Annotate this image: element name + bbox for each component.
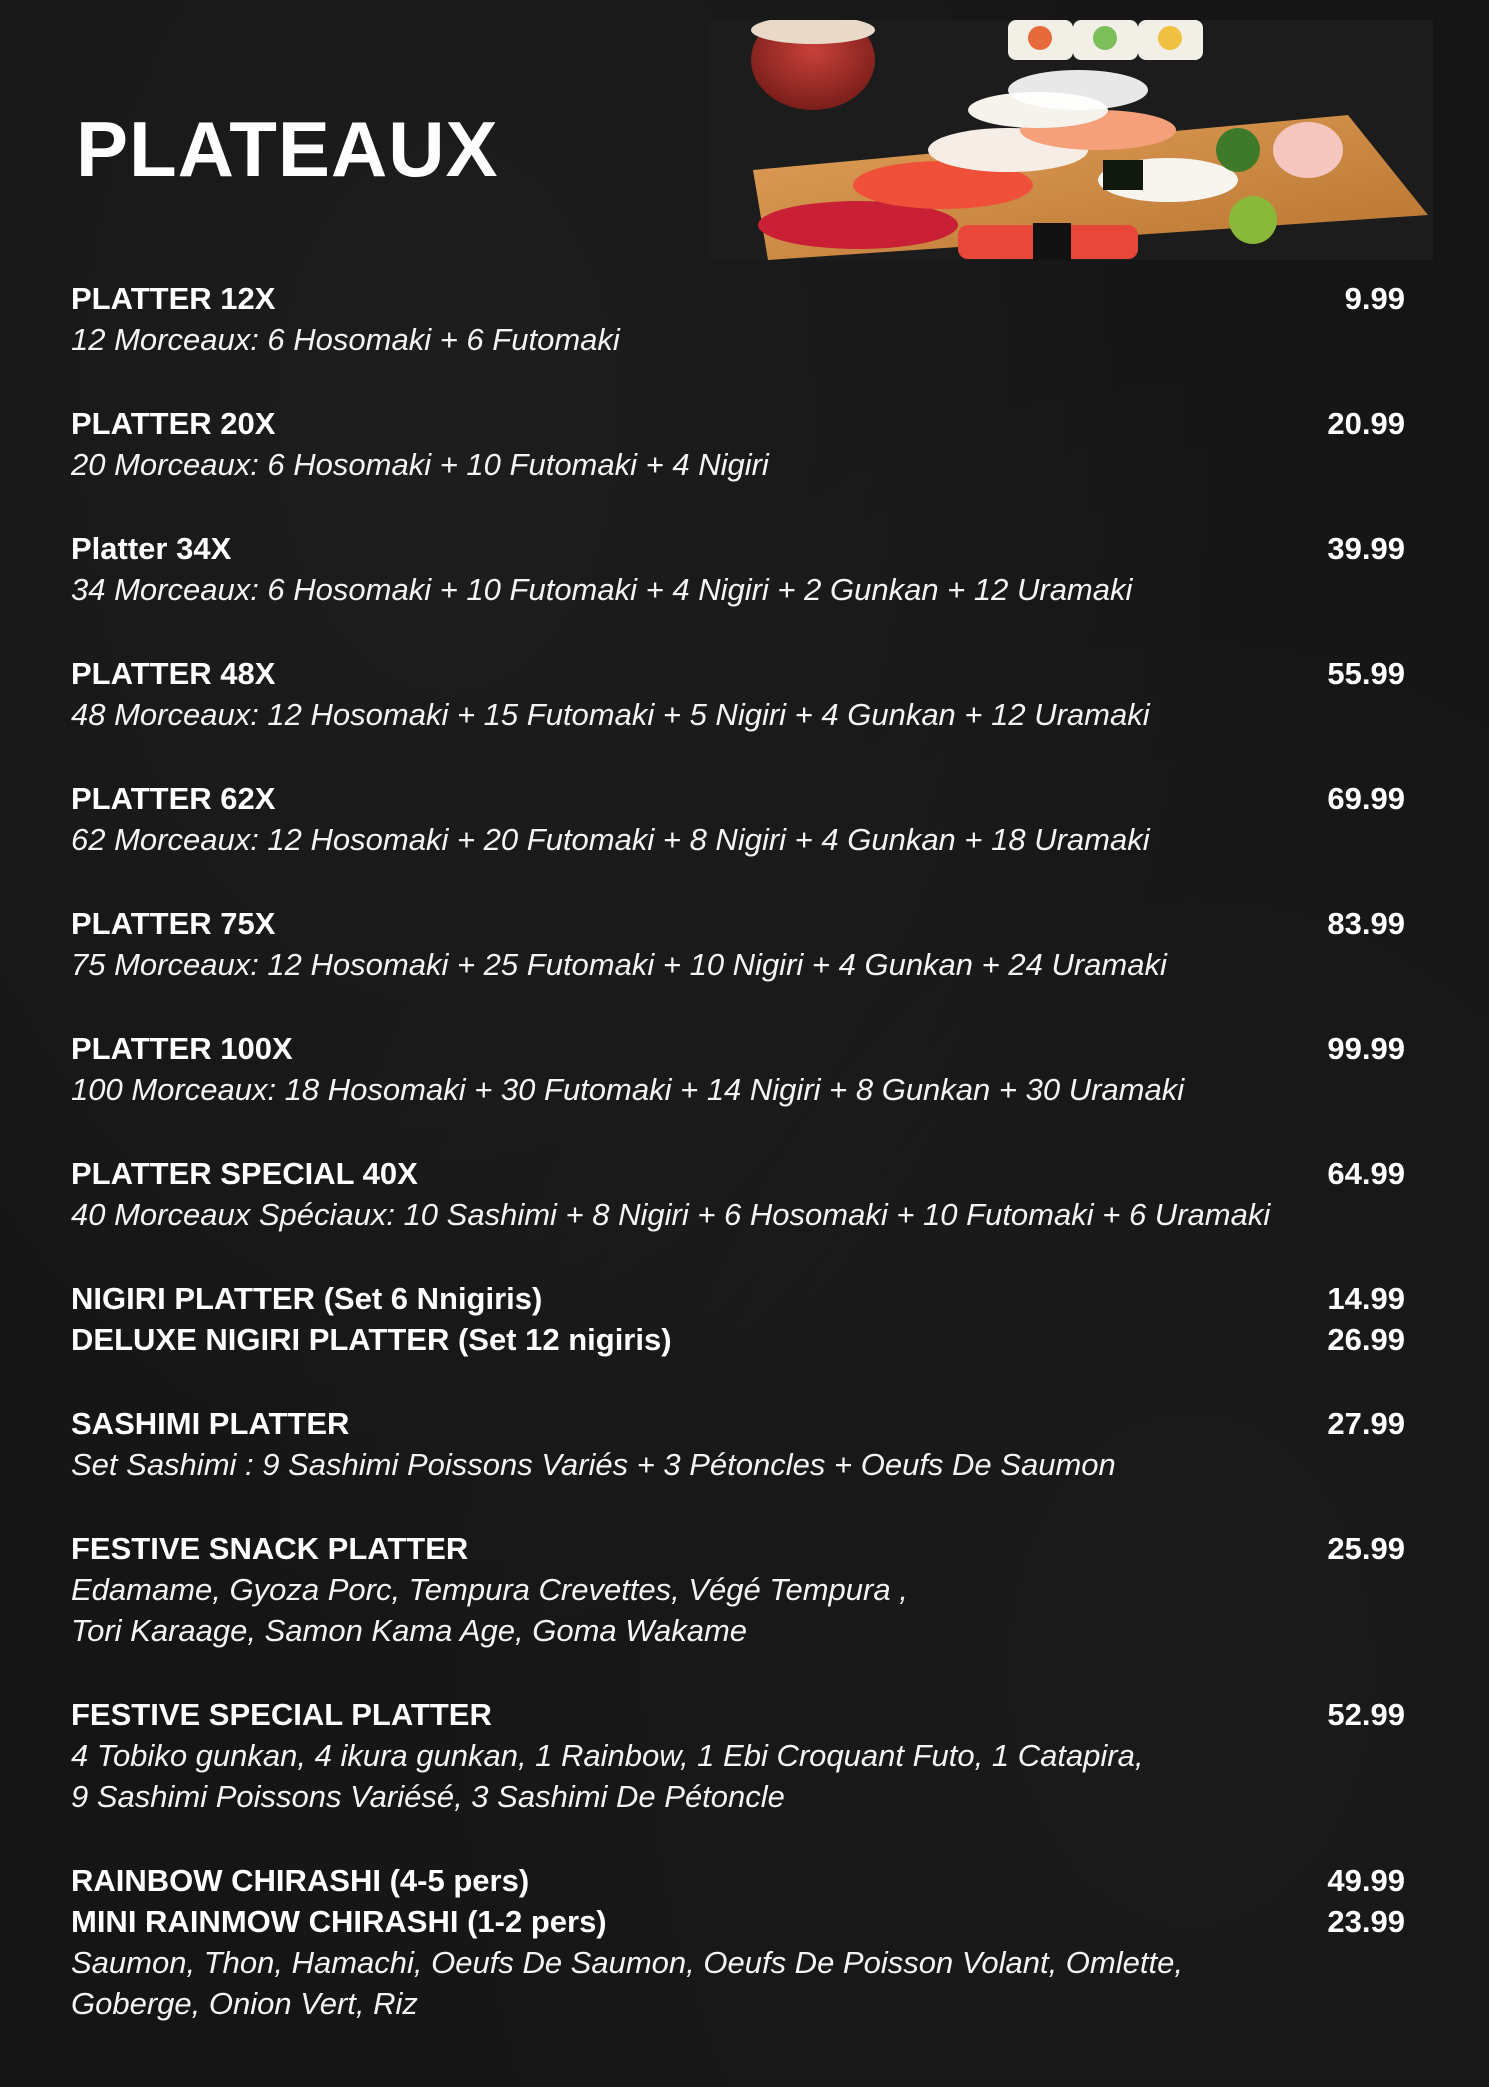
item-price: 14.99 — [1327, 1281, 1405, 1316]
item-spacer — [71, 860, 1411, 903]
menu-item-row — [71, 653, 1411, 694]
item-description: 48 Morceaux: 12 Hosomaki + 15 Futomaki + 5 Nigiri + 4 Gunkan + 12 Uramaki — [71, 697, 1150, 732]
item-spacer — [71, 1235, 1411, 1278]
item-price: 55.99 — [1327, 656, 1405, 691]
item-description: Saumon, Thon, Hamachi, Oeufs De Saumon, Oeufs De Poisson Volant, Omlette, — [71, 1945, 1183, 1980]
item-price: 23.99 — [1327, 1904, 1405, 1939]
menu-item-row — [71, 1528, 1411, 1569]
item-name: DELUXE NIGIRI PLATTER (Set 12 nigiris) — [71, 1322, 672, 1357]
item-description: Edamame, Gyoza Porc, Tempura Crevettes, Végé Tempura , — [71, 1572, 908, 1607]
menu-item — [71, 1278, 1411, 1319]
item-spacer — [71, 1110, 1411, 1153]
menu-item — [71, 653, 1411, 735]
item-name: PLATTER 62X — [71, 781, 276, 816]
menu-item — [71, 528, 1411, 610]
item-name: NIGIRI PLATTER (Set 6 Nnigiris) — [71, 1281, 543, 1316]
item-price: 99.99 — [1327, 1031, 1405, 1066]
item-description: 100 Morceaux: 18 Hosomaki + 30 Futomaki + 14 Nigiri + 8 Gunkan + 30 Uramaki — [71, 1072, 1185, 1107]
item-price: 20.99 — [1327, 406, 1405, 441]
item-price: 9.99 — [1344, 281, 1405, 316]
menu-item-row — [71, 403, 1411, 444]
item-spacer — [71, 1817, 1411, 1860]
item-description: 20 Morceaux: 6 Hosomaki + 10 Futomaki + 4 Nigiri — [71, 447, 769, 482]
item-name: PLATTER SPECIAL 40X — [71, 1156, 418, 1191]
item-description: Goberge, Onion Vert, Riz — [71, 1986, 418, 2021]
platter-menu — [71, 278, 1411, 2024]
item-description: Tori Karaage, Samon Kama Age, Goma Wakame — [71, 1613, 748, 1648]
item-spacer — [71, 610, 1411, 653]
menu-item-row — [71, 903, 1411, 944]
item-spacer — [71, 485, 1411, 528]
item-spacer — [71, 985, 1411, 1028]
item-spacer — [71, 1651, 1411, 1694]
item-name: RAINBOW CHIRASHI (4-5 pers) — [71, 1863, 530, 1898]
menu-item — [71, 1028, 1411, 1110]
menu-item-row — [71, 528, 1411, 569]
item-price: 39.99 — [1327, 531, 1405, 566]
item-spacer — [71, 735, 1411, 778]
item-name: PLATTER 12X — [71, 281, 276, 316]
item-price: 26.99 — [1327, 1322, 1405, 1357]
item-name: SASHIMI PLATTER — [71, 1406, 350, 1441]
page-title: PLATEAUX — [76, 105, 499, 193]
item-description: 75 Morceaux: 12 Hosomaki + 25 Futomaki + 10 Nigiri + 4 Gunkan + 24 Uramaki — [71, 947, 1167, 982]
menu-item — [71, 778, 1411, 860]
item-price: 25.99 — [1327, 1531, 1405, 1566]
menu-item — [71, 1153, 1411, 1235]
item-name: FESTIVE SPECIAL PLATTER — [71, 1697, 492, 1732]
menu-item — [71, 278, 1411, 360]
menu-item — [71, 1694, 1411, 1817]
menu-item-row — [71, 1403, 1411, 1444]
item-name: PLATTER 100X — [71, 1031, 293, 1066]
menu-item-row — [71, 1694, 1411, 1735]
item-description: 9 Sashimi Poissons Variésé, 3 Sashimi De Pétoncle — [71, 1779, 785, 1814]
item-description: 62 Morceaux: 12 Hosomaki + 20 Futomaki + 8 Nigiri + 4 Gunkan + 18 Uramaki — [71, 822, 1150, 857]
item-description: 4 Tobiko gunkan, 4 ikura gunkan, 1 Rainbow, 1 Ebi Croquant Futo, 1 Catapira, — [71, 1738, 1144, 1773]
menu-item — [71, 1860, 1411, 1901]
menu-item-row — [71, 1153, 1411, 1194]
item-spacer — [71, 1485, 1411, 1528]
item-spacer — [71, 1360, 1411, 1403]
item-price: 69.99 — [1327, 781, 1405, 816]
menu-item-row — [71, 1901, 1411, 1942]
item-description: Set Sashimi : 9 Sashimi Poissons Variés + 3 Pétoncles + Oeufs De Saumon — [71, 1447, 1116, 1482]
menu-item — [71, 403, 1411, 485]
item-name: PLATTER 48X — [71, 656, 276, 691]
item-name: PLATTER 20X — [71, 406, 276, 441]
item-description: 40 Morceaux Spéciaux: 10 Sashimi + 8 Nigiri + 6 Hosomaki + 10 Futomaki + 6 Uramaki — [71, 1197, 1271, 1232]
item-price: 83.99 — [1327, 906, 1405, 941]
item-price: 49.99 — [1327, 1863, 1405, 1898]
sushi-platter-photo — [708, 20, 1433, 260]
item-name: Platter 34X — [71, 531, 232, 566]
menu-item — [71, 1319, 1411, 1360]
menu-item — [71, 1403, 1411, 1485]
item-name: PLATTER 75X — [71, 906, 276, 941]
item-description: 12 Morceaux: 6 Hosomaki + 6 Futomaki — [71, 322, 620, 357]
menu-item — [71, 1901, 1411, 2024]
menu-item-row — [71, 1860, 1411, 1901]
menu-item — [71, 1528, 1411, 1651]
item-name: MINI RAINMOW CHIRASHI (1-2 pers) — [71, 1904, 607, 1939]
item-spacer — [71, 360, 1411, 403]
item-price: 27.99 — [1327, 1406, 1405, 1441]
menu-item-row — [71, 1278, 1411, 1319]
menu-item-row — [71, 778, 1411, 819]
item-price: 64.99 — [1327, 1156, 1405, 1191]
item-price: 52.99 — [1327, 1697, 1405, 1732]
menu-item — [71, 903, 1411, 985]
item-name: FESTIVE SNACK PLATTER — [71, 1531, 469, 1566]
menu-item-row — [71, 1319, 1411, 1360]
menu-item-row — [71, 278, 1411, 319]
menu-item-row — [71, 1028, 1411, 1069]
item-description: 34 Morceaux: 6 Hosomaki + 10 Futomaki + 4 Nigiri + 2 Gunkan + 12 Uramaki — [71, 572, 1133, 607]
